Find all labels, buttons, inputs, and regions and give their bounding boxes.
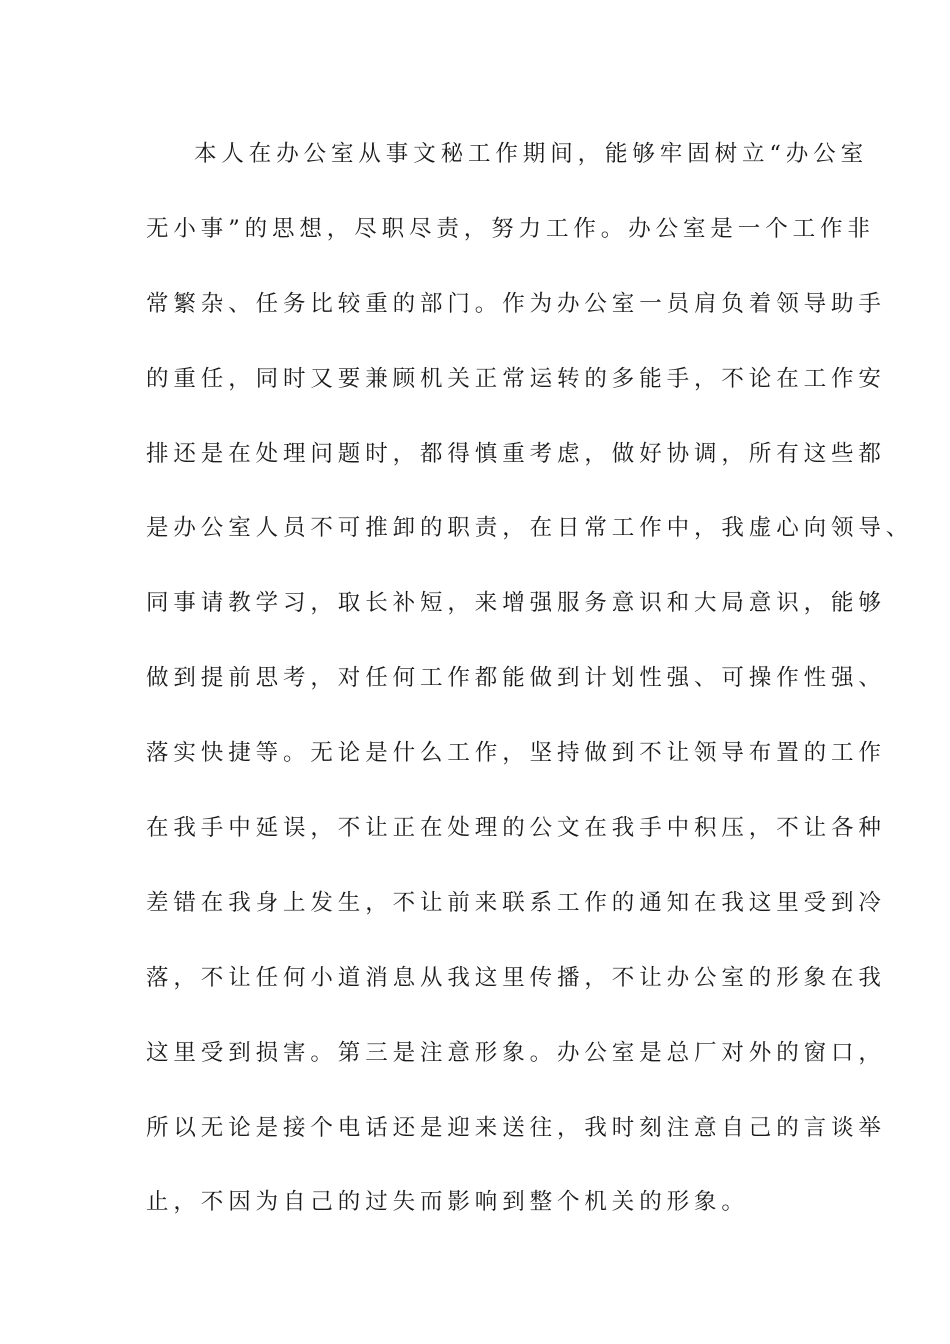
paragraph-line-2: 无小事”的思想，尽职尽责，努力工作。办公室是一个工作非 bbox=[146, 215, 875, 242]
paragraph-line-6: 是办公室人员不可推卸的职责，在日常工作中，我虚心向领导、 bbox=[146, 515, 914, 542]
paragraph-line-4: 的重任，同时又要兼顾机关正常运转的多能手，不论在工作安 bbox=[146, 365, 886, 392]
paragraph-line-14: 所以无论是接个电话还是迎来送往，我时刻注意自己的言谈举 bbox=[146, 1114, 886, 1141]
paragraph-line-1: 本人在办公室从事文秘工作期间，能够牢固树立“办公室 bbox=[194, 141, 869, 167]
paragraph-line-5: 排还是在处理问题时，都得慎重考虑，做好协调，所有这些都 bbox=[146, 440, 886, 467]
paragraph-line-13: 这里受到损害。第三是注意形象。办公室是总厂对外的窗口， bbox=[146, 1039, 886, 1066]
paragraph-line-9: 落实快捷等。无论是什么工作，坚持做到不让领导布置的工作 bbox=[146, 740, 886, 767]
paragraph-line-10: 在我手中延误，不让正在处理的公文在我手中积压，不让各种 bbox=[146, 815, 886, 842]
paragraph-line-12: 落，不让任何小道消息从我这里传播，不让办公室的形象在我 bbox=[146, 964, 886, 991]
paragraph-line-7: 同事请教学习，取长补短，来增强服务意识和大局意识，能够 bbox=[146, 590, 886, 617]
paragraph-line-15: 止，不因为自己的过失而影响到整个机关的形象。 bbox=[146, 1189, 749, 1216]
paragraph-line-8: 做到提前思考，对任何工作都能做到计划性强、可操作性强、 bbox=[146, 665, 886, 692]
paragraph bbox=[146, 132, 914, 1255]
paragraph-line-3: 常繁杂、任务比较重的部门。作为办公室一员肩负着领导助手 bbox=[146, 290, 886, 317]
paragraph-line-11: 差错在我身上发生，不让前来联系工作的通知在我这里受到冷 bbox=[146, 889, 886, 916]
